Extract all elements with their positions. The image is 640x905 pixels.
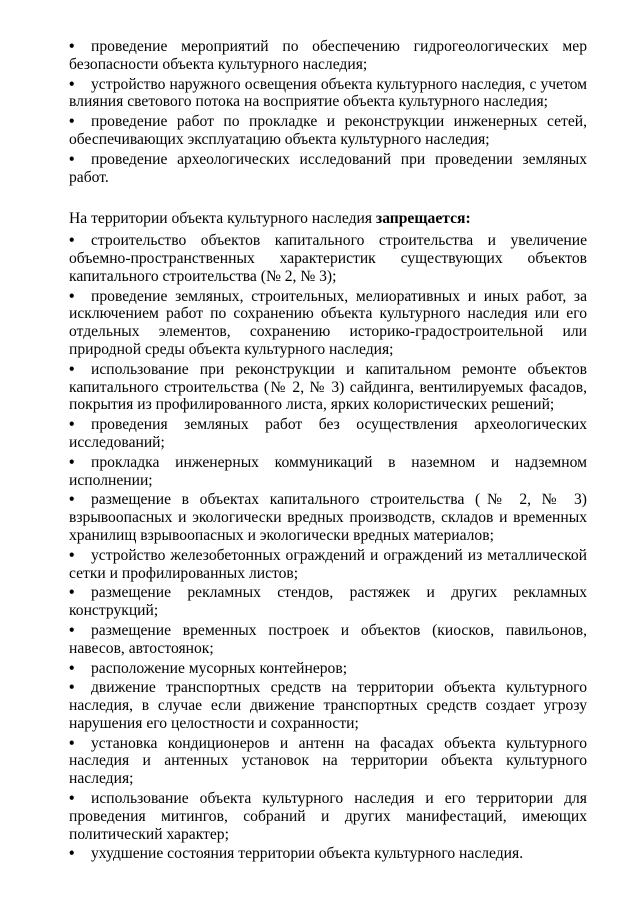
bullet-icon: • bbox=[69, 75, 75, 93]
bullet-icon: • bbox=[69, 546, 75, 564]
bullet-icon: • bbox=[69, 150, 75, 168]
intro-bold: запрещается: bbox=[375, 210, 471, 228]
list-item bbox=[69, 679, 587, 732]
list-item-text: строительство объектов капитального строительства и увеличение объемно-пространственных характеристик существующих объектов капитального строительства (№ 2, № 3); bbox=[69, 232, 587, 285]
list-item-text: использование объекта культурного наследия и его территории для проведения митингов, собраний и других манифестаций, имеющих политический характер; bbox=[69, 790, 587, 843]
list-item-text: движение транспортных средств на территории объекта культурного наследия, в случае если движение транспортных средств создает угрозу нарушения его целостности и сохранности; bbox=[69, 679, 587, 732]
allowed-works-list bbox=[69, 38, 587, 186]
bullet-icon: • bbox=[69, 360, 75, 378]
list-item-text: размещение в объектах капитального строительства (№ 2, № 3) взрывоопасных и экологически вредных производств, складов и временных хранилищ взрывоопасных и экологически вредных материалов; bbox=[69, 491, 587, 544]
bullet-icon: • bbox=[69, 845, 75, 863]
list-item bbox=[69, 454, 587, 490]
bullet-icon: • bbox=[69, 232, 75, 250]
list-item-text: проведение мероприятий по обеспечению гидрогеологических мер безопасности объекта культурного наследия; bbox=[69, 38, 587, 73]
list-item-text: использование при реконструкции и капитальном ремонте объектов капитального строительства (№ 2, № 3) сайдинга, вентилируемых фасадов, покрытия из профилированного листа, ярких колористических решений; bbox=[69, 360, 587, 414]
list-item bbox=[69, 584, 587, 620]
list-item-text: размещение рекламных стендов, растяжек и других рекламных конструкций; bbox=[69, 584, 587, 620]
list-item bbox=[69, 416, 587, 452]
bullet-icon: • bbox=[69, 790, 75, 808]
prohibitions-intro bbox=[69, 210, 587, 228]
bullet-icon: • bbox=[69, 287, 75, 305]
list-item-text: ухудшение состояния территории объекта культурного наследия. bbox=[91, 845, 524, 863]
list-item-text: проведение земляных, строительных, мелиоративных и иных работ, за исключением работ по сохранению объекта культурного наследия или его отдельных элементов, сохранению историко-градостроительной или природной среды объекта культурного наследия; bbox=[69, 287, 587, 358]
list-item-text: расположение мусорных контейнеров; bbox=[91, 659, 348, 677]
list-item-text: размещение временных построек и объектов (киосков, павильонов, навесов, автостоянок; bbox=[69, 621, 587, 657]
bullet-icon: • bbox=[69, 453, 75, 471]
list-item-text: устройство наружного освещения объекта культурного наследия, с учетом влияния светового потока на восприятие объекта культурного наследия; bbox=[69, 75, 587, 111]
list-item-text: установка кондиционеров и антенн на фасадах объекта культурного наследия и антенных установок на территории объекта культурного наследия; bbox=[69, 734, 587, 788]
list-item bbox=[69, 76, 587, 112]
bullet-icon: • bbox=[69, 416, 75, 434]
bullet-icon: • bbox=[69, 621, 75, 639]
prohibitions-list bbox=[69, 232, 587, 863]
list-item bbox=[69, 622, 587, 658]
list-item bbox=[69, 491, 587, 544]
list-item-text: проведения земляных работ без осуществления археологических исследований; bbox=[69, 416, 587, 451]
list-item bbox=[69, 151, 587, 187]
list-item bbox=[69, 232, 587, 285]
intro-text: На территории объекта культурного наследия bbox=[69, 210, 376, 228]
bullet-icon: • bbox=[69, 113, 75, 131]
list-item bbox=[69, 288, 587, 359]
bullet-icon: • bbox=[69, 679, 75, 697]
bullet-icon: • bbox=[69, 734, 75, 752]
list-item-text: проведение работ по прокладке и реконструкции инженерных сетей, обеспечивающих эксплуатацию объекта культурного наследия; bbox=[69, 113, 587, 148]
list-item-text: прокладка инженерных коммуникаций в наземном и надземном исполнении; bbox=[69, 453, 587, 489]
list-item bbox=[69, 845, 587, 863]
list-item-text: проведение археологических исследований при проведении земляных работ. bbox=[69, 150, 587, 186]
list-item bbox=[69, 735, 587, 788]
bullet-icon: • bbox=[69, 584, 75, 602]
list-item bbox=[69, 660, 587, 678]
list-item bbox=[69, 790, 587, 843]
bullet-icon: • bbox=[69, 38, 75, 55]
list-item bbox=[69, 38, 587, 74]
list-item bbox=[69, 113, 587, 149]
bullet-icon: • bbox=[69, 659, 75, 677]
list-item-text: устройство железобетонных ограждений и ограждений из металлической сетки и профилированных листов; bbox=[69, 546, 587, 582]
bullet-icon: • bbox=[69, 491, 75, 509]
list-item bbox=[69, 547, 587, 583]
list-item bbox=[69, 361, 587, 414]
